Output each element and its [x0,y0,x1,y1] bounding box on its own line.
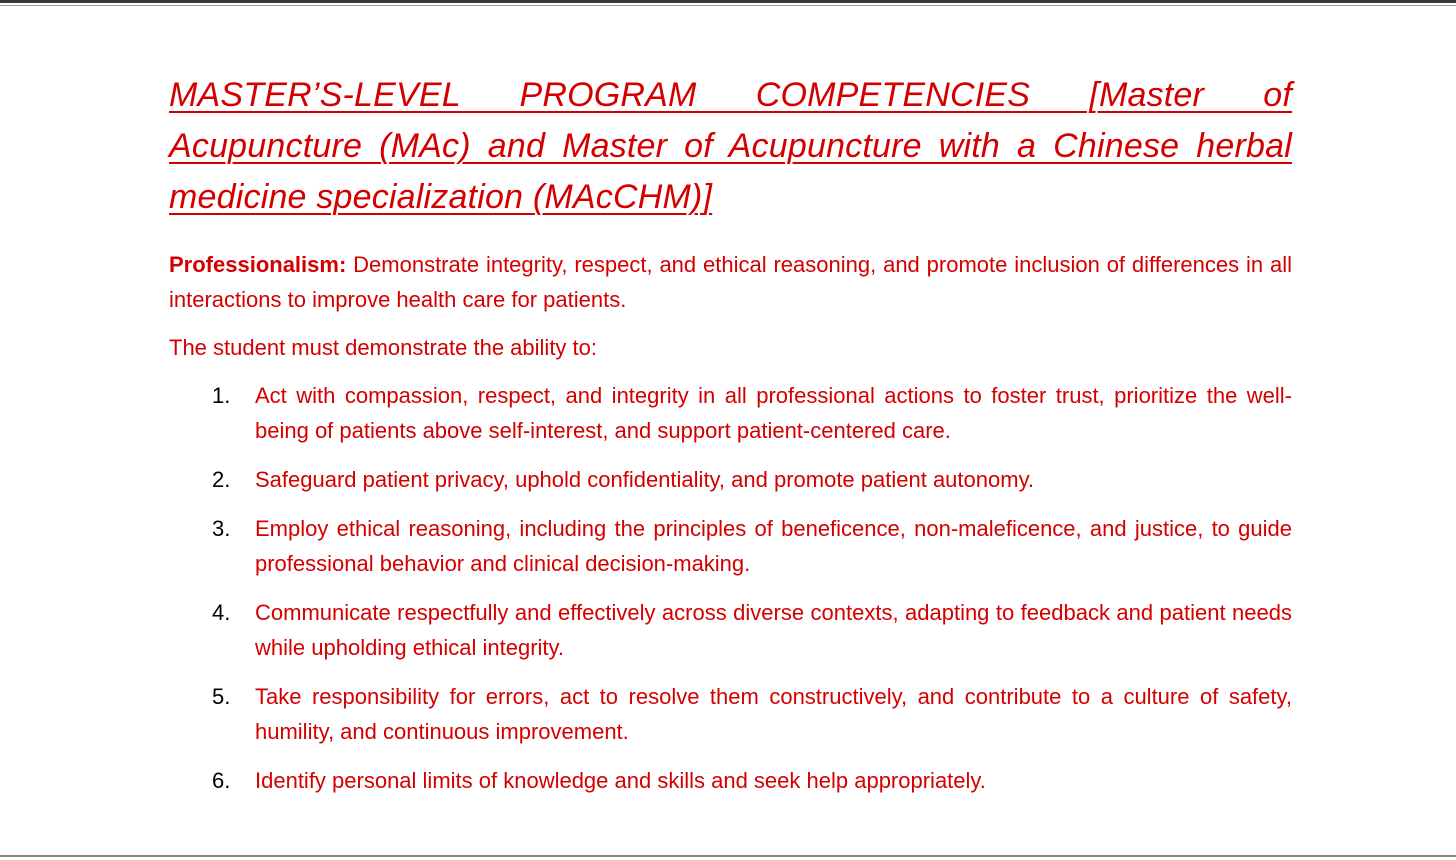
document-body [169,70,1292,812]
list-item-text: Act with compassion, respect, and integrity in all professional actions to foster trust, prioritize the well-being of patients above self-interest, and support patient-centered care. [255,383,1292,443]
list-item-number: 6. [212,768,231,793]
competency-list [169,378,1292,798]
document-title: MASTER’S-LEVEL PROGRAM COMPETENCIES [Master of Acupuncture (MAc) and Master of Acupuncture with a Chinese herbal medicine specialization (MAcCHM)] [169,76,1292,216]
list-item-number: 5. [212,684,231,709]
bottom-page-border [0,855,1456,860]
list-item-number: 2. [212,467,231,492]
list-item [169,763,1292,798]
list-item [169,378,1292,448]
list-item-text: Identify personal limits of knowledge and skills and seek help appropriately. [255,768,986,793]
list-item-number: 1. [212,383,231,408]
list-item-number: 4. [212,600,231,625]
list-item [169,595,1292,665]
lead-in-text: The student must demonstrate the ability to: [169,335,598,360]
list-item-text: Safeguard patient privacy, uphold confidentiality, and promote patient autonomy. [255,467,1035,492]
list-item [169,462,1292,497]
list-item [169,679,1292,749]
list-item-text: Communicate respectfully and effectively across diverse contexts, adapting to feedback and patient needs while upholding ethical integrity. [255,600,1292,660]
professionalism-text: Demonstrate integrity, respect, and ethical reasoning, and promote inclusion of differences in all interactions to improve health care for patients. [169,252,1292,312]
list-item-text: Employ ethical reasoning, including the principles of beneficence, non-maleficence, and justice, to guide professional behavior and clinical decision-making. [255,516,1292,576]
professionalism-label: Professionalism: [169,252,347,277]
list-item-number: 3. [212,516,231,541]
professionalism-paragraph [169,247,1292,317]
list-item-text: Take responsibility for errors, act to resolve them constructively, and contribute to a culture of safety, humility, and continuous improvement. [255,684,1292,744]
list-item [169,511,1292,581]
top-page-border [0,0,1456,6]
